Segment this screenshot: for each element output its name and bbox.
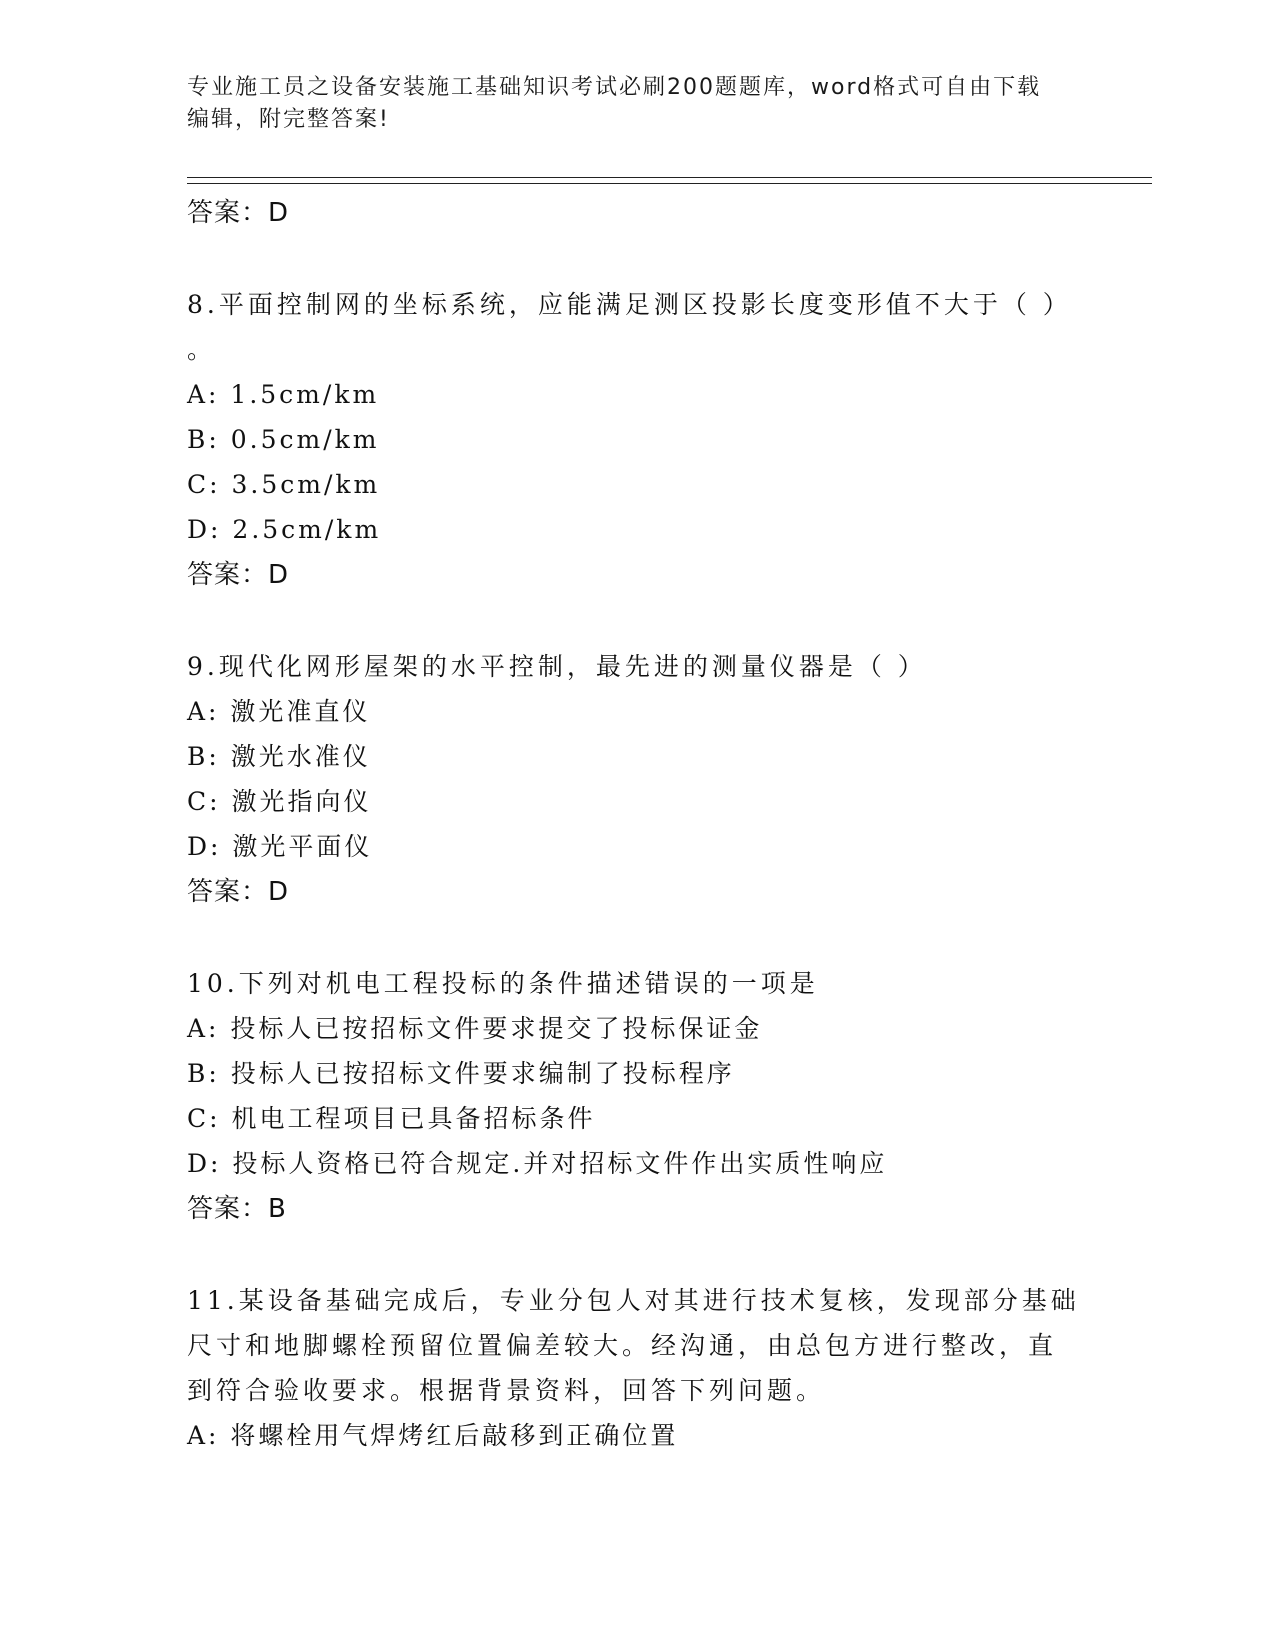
answer-line: 答案：D (187, 560, 290, 590)
question-11 (187, 1278, 1087, 1458)
question-8 (187, 282, 1087, 598)
option-a: A: 投标人已按招标文件要求提交了投标保证金 (187, 1014, 763, 1043)
question-text-continuation: 。 (187, 335, 217, 364)
header-title-line-2: 编辑，附完整答案! (187, 107, 390, 132)
option-b: B: 激光水准仪 (187, 742, 371, 771)
header-title-line-1: 专业施工员之设备安装施工基础知识考试必刷200题题库，word格式可自由下载 (187, 75, 1042, 100)
option-c: C: 3.5cm/km (187, 470, 381, 499)
question-text: 10.下列对机电工程投标的条件描述错误的一项是 (187, 969, 819, 998)
question-list (187, 190, 1087, 1458)
option-d: D: 投标人资格已符合规定.并对招标文件作出实质性响应 (187, 1149, 888, 1178)
option-d: D: 激光平面仪 (187, 832, 373, 861)
answer-line: 答案：B (187, 1194, 287, 1224)
header-divider-bottom (187, 183, 1152, 184)
question-text-continuation: 尺寸和地脚螺栓预留位置偏差较大。经沟通，由总包方进行整改，直 (187, 1331, 1058, 1360)
question-text: 9.现代化网形屋架的水平控制，最先进的测量仪器是（ ） (187, 652, 927, 681)
question-9 (187, 644, 1087, 915)
question-text: 8.平面控制网的坐标系统，应能满足测区投影长度变形值不大于（ ） (187, 290, 1072, 319)
answer-line: 答案：D (187, 198, 290, 228)
option-a: A: 激光准直仪 (187, 697, 371, 726)
option-c: C: 激光指向仪 (187, 787, 372, 816)
page-header (187, 72, 1067, 136)
option-b: B: 0.5cm/km (187, 425, 380, 454)
header-divider-top (187, 177, 1152, 178)
answer-line: 答案：D (187, 877, 290, 907)
option-c: C: 机电工程项目已具备招标条件 (187, 1104, 596, 1133)
question-text: 11.某设备基础完成后，专业分包人对其进行技术复核，发现部分基础 (187, 1286, 1080, 1315)
question-text-continuation: 到符合验收要求。根据背景资料，回答下列问题。 (187, 1376, 826, 1405)
option-d: D: 2.5cm/km (187, 515, 382, 544)
question-10 (187, 961, 1087, 1232)
option-a: A: 1.5cm/km (187, 380, 380, 409)
option-b: B: 投标人已按招标文件要求编制了投标程序 (187, 1059, 735, 1088)
option-a: A: 将螺栓用气焊烤红后敲移到正确位置 (187, 1421, 679, 1450)
